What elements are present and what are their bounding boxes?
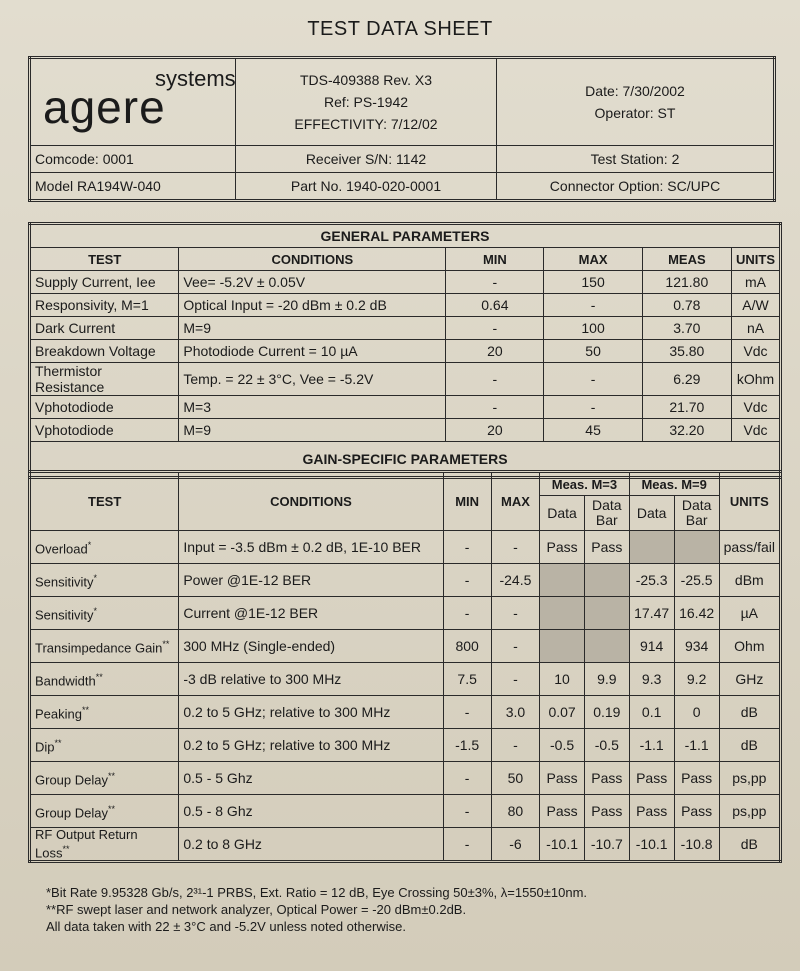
gain-meas-b3: -0.5 (584, 729, 629, 762)
comcode: Comcode: 0001 (30, 146, 236, 173)
m3-databar-head: Data Bar (584, 496, 629, 531)
gain-min: - (443, 564, 491, 597)
gain-meas-b3: -10.7 (584, 828, 629, 862)
gain-meas-d3: 10 (540, 663, 585, 696)
general-row (30, 271, 781, 294)
gain-units: GHz (719, 663, 780, 696)
gain-test-label: Dip (35, 739, 55, 755)
min-value: - (446, 317, 544, 340)
gain-test-label: Overload (35, 541, 88, 557)
test-conditions: Vee= -5.2V ± 0.05V (179, 271, 446, 294)
gain-meas-b3 (584, 564, 629, 597)
test-name: Dark Current (30, 317, 179, 340)
gain-test-name (30, 630, 179, 663)
gain-meas-d9: 9.3 (629, 663, 674, 696)
max-value: 150 (544, 271, 642, 294)
gain-col-meas-m9: Meas. M=9 (629, 472, 719, 496)
units-value: Vdc (732, 396, 781, 419)
gain-test-name (30, 828, 179, 862)
col-min: MIN (446, 248, 544, 271)
m9-databar-head: Data Bar (674, 496, 719, 531)
general-row (30, 317, 781, 340)
units-value: A/W (732, 294, 781, 317)
gain-conditions: Current @1E-12 BER (179, 597, 443, 630)
gain-max: 50 (491, 762, 540, 795)
footnote-mark: ** (107, 770, 115, 781)
footnote-mark: ** (54, 737, 62, 748)
date: Date: 7/30/2002 (585, 83, 685, 99)
gain-max: - (491, 729, 540, 762)
page-title: TEST DATA SHEET (307, 18, 493, 40)
min-value: 20 (446, 419, 544, 442)
gain-parameters-table (28, 470, 782, 863)
logo-word: agere (43, 81, 166, 133)
gain-min: -1.5 (443, 729, 491, 762)
min-value: - (446, 363, 544, 396)
gain-meas-b9: Pass (674, 762, 719, 795)
gain-max: -6 (491, 828, 540, 862)
meas-value: 121.80 (642, 271, 731, 294)
gain-meas-d3: -0.5 (540, 729, 585, 762)
gain-meas-b3: Pass (584, 762, 629, 795)
gain-conditions: 0.2 to 5 GHz; relative to 300 MHz (179, 696, 443, 729)
footnote-mark: * (93, 572, 98, 583)
gain-meas-d9: 17.47 (629, 597, 674, 630)
gain-meas-b9: 9.2 (674, 663, 719, 696)
gain-min: - (443, 696, 491, 729)
test-name: Responsivity, M=1 (30, 294, 179, 317)
max-value: 50 (544, 340, 642, 363)
gain-conditions: 0.5 - 5 Ghz (179, 762, 443, 795)
test-name: Supply Current, Iee (30, 271, 179, 294)
min-value: 0.64 (446, 294, 544, 317)
gain-conditions: Input = -3.5 dBm ± 0.2 dB, 1E-10 BER (179, 531, 443, 564)
gain-max: -24.5 (491, 564, 540, 597)
gain-conditions: 300 MHz (Single-ended) (179, 630, 443, 663)
gain-col-max: MAX (491, 472, 540, 531)
test-conditions: Photodiode Current = 10 µA (179, 340, 446, 363)
gain-row (30, 762, 781, 795)
gain-meas-b9: 934 (674, 630, 719, 663)
gain-test-name (30, 564, 179, 597)
gain-row (30, 828, 781, 862)
footnote-mark: ** (81, 704, 89, 715)
test-conditions: M=9 (179, 317, 446, 340)
gain-meas-d3: 0.07 (540, 696, 585, 729)
gain-meas-b3: Pass (584, 531, 629, 564)
gain-min: 800 (443, 630, 491, 663)
meas-value: 35.80 (642, 340, 731, 363)
gain-meas-d9: -1.1 (629, 729, 674, 762)
general-row (30, 294, 781, 317)
gain-meas-d3 (540, 597, 585, 630)
gain-meas-d9: Pass (629, 795, 674, 828)
gain-row (30, 795, 781, 828)
gain-meas-b3: 0.19 (584, 696, 629, 729)
gain-test-name (30, 531, 179, 564)
gain-min: - (443, 762, 491, 795)
general-section-title: GENERAL PARAMETERS (30, 224, 781, 248)
gain-meas-d9: -25.3 (629, 564, 674, 597)
gain-meas-d3: Pass (540, 795, 585, 828)
gain-meas-d3: Pass (540, 762, 585, 795)
agere-logo (35, 62, 236, 142)
gain-col-test: TEST (30, 472, 179, 531)
gain-meas-b9: -10.8 (674, 828, 719, 862)
gain-test-label: RF Output Return Loss (35, 827, 138, 861)
gain-units: ps,pp (719, 762, 780, 795)
gain-test-label: Peaking (35, 706, 82, 722)
test-conditions: Temp. = 22 ± 3°C, Vee = -5.2V (179, 363, 446, 396)
gain-row (30, 564, 781, 597)
gain-row (30, 531, 781, 564)
gain-col-conditions: CONDITIONS (179, 472, 443, 531)
logo-sub: systems (155, 66, 236, 91)
footnote-mark: ** (162, 638, 170, 649)
col-meas: MEAS (642, 248, 731, 271)
logo-cell (30, 58, 236, 146)
gain-max: - (491, 630, 540, 663)
receiver-sn: Receiver S/N: 1142 (236, 146, 497, 173)
operator: Operator: ST (594, 105, 676, 121)
meas-value: 0.78 (642, 294, 731, 317)
units-value: Vdc (732, 340, 781, 363)
meas-value: 6.29 (642, 363, 731, 396)
gain-section-title: GAIN-SPECIFIC PARAMETERS (30, 442, 781, 478)
gain-min: - (443, 597, 491, 630)
general-parameters-table (28, 222, 782, 479)
gain-meas-d9: 0.1 (629, 696, 674, 729)
gain-test-label: Sensitivity (35, 607, 94, 623)
gain-units: dB (719, 696, 780, 729)
max-value: - (544, 294, 642, 317)
units-value: kOhm (732, 363, 781, 396)
test-conditions: Optical Input = -20 dBm ± 0.2 dB (179, 294, 446, 317)
gain-meas-d9: Pass (629, 762, 674, 795)
gain-units: Ohm (719, 630, 780, 663)
effectivity: EFFECTIVITY: 7/12/02 (294, 116, 438, 132)
gain-meas-b9: 16.42 (674, 597, 719, 630)
gain-row (30, 696, 781, 729)
footnote-2: **RF swept laser and network analyzer, Optical Power = -20 dBm±0.2dB. (46, 902, 467, 917)
gain-conditions: -3 dB relative to 300 MHz (179, 663, 443, 696)
test-name: Vphotodiode (30, 396, 179, 419)
gain-row (30, 630, 781, 663)
gain-max: - (491, 663, 540, 696)
gain-max: - (491, 531, 540, 564)
ref: Ref: PS-1942 (323, 94, 409, 110)
gain-units: ps,pp (719, 795, 780, 828)
gain-conditions: Power @1E-12 BER (179, 564, 443, 597)
gain-units: dB (719, 729, 780, 762)
doc-id: TDS-409388 Rev. X3 (299, 72, 433, 88)
gain-min: - (443, 828, 491, 862)
general-row (30, 396, 781, 419)
gain-meas-d3 (540, 630, 585, 663)
doc-info-cell (236, 58, 497, 146)
connector-option: Connector Option: SC/UPC (497, 173, 775, 201)
gain-meas-d9 (629, 531, 674, 564)
gain-conditions: 0.2 to 8 GHz (179, 828, 443, 862)
gain-units: pass/fail (719, 531, 780, 564)
general-row (30, 340, 781, 363)
col-conditions: CONDITIONS (179, 248, 446, 271)
footnote-3: All data taken with 22 ± 3°C and -5.2V unless noted otherwise. (46, 919, 406, 934)
gain-units: µA (719, 597, 780, 630)
gain-test-name (30, 762, 179, 795)
gain-max: 3.0 (491, 696, 540, 729)
gain-col-meas-m3: Meas. M=3 (540, 472, 630, 496)
gain-meas-b3: 9.9 (584, 663, 629, 696)
gain-col-units: UNITS (719, 472, 780, 531)
max-value: 100 (544, 317, 642, 340)
part-no: Part No. 1940-020-0001 (236, 173, 497, 201)
footnote-mark: ** (95, 671, 103, 682)
meas-value: 3.70 (642, 317, 731, 340)
units-value: nA (732, 317, 781, 340)
units-value: mA (732, 271, 781, 294)
test-name: Breakdown Voltage (30, 340, 179, 363)
test-name: Thermistor Resistance (30, 363, 179, 396)
gain-meas-d9: -10.1 (629, 828, 674, 862)
model: Model RA194W-040 (30, 173, 236, 201)
footnote-mark: * (93, 605, 98, 616)
general-row (30, 363, 781, 396)
max-value: - (544, 396, 642, 419)
units-value: Vdc (732, 419, 781, 442)
footnote-1: *Bit Rate 9.95328 Gb/s, 2³¹-1 PRBS, Ext. Ratio = 12 dB, Eye Crossing 50±3%, λ=1550±10nm. (46, 885, 588, 900)
gain-meas-d3 (540, 564, 585, 597)
gain-col-min: MIN (443, 472, 491, 531)
gain-meas-b9: 0 (674, 696, 719, 729)
footnotes (46, 884, 587, 935)
gain-meas-b3 (584, 597, 629, 630)
col-units: UNITS (732, 248, 781, 271)
m9-data-head: Data (629, 496, 674, 531)
gain-max: 80 (491, 795, 540, 828)
gain-test-name (30, 729, 179, 762)
footnote-mark: ** (107, 803, 115, 814)
gain-meas-b9: -25.5 (674, 564, 719, 597)
gain-row (30, 597, 781, 630)
header-box (28, 56, 776, 202)
date-operator-cell (497, 58, 775, 146)
max-value: - (544, 363, 642, 396)
col-max: MAX (544, 248, 642, 271)
gain-test-label: Sensitivity (35, 574, 94, 590)
gain-units: dBm (719, 564, 780, 597)
gain-row (30, 729, 781, 762)
gain-meas-b9: -1.1 (674, 729, 719, 762)
min-value: 20 (446, 340, 544, 363)
meas-value: 32.20 (642, 419, 731, 442)
gain-test-label: Transimpedance Gain (35, 640, 163, 656)
gain-meas-b9: Pass (674, 795, 719, 828)
gain-max: - (491, 597, 540, 630)
gain-test-label: Bandwidth (35, 673, 96, 689)
general-row (30, 419, 781, 442)
gain-row (30, 663, 781, 696)
gain-meas-d3: -10.1 (540, 828, 585, 862)
gain-min: - (443, 531, 491, 564)
gain-meas-b3 (584, 630, 629, 663)
test-conditions: M=3 (179, 396, 446, 419)
gain-meas-d3: Pass (540, 531, 585, 564)
footnote-mark: ** (62, 844, 70, 854)
gain-min: - (443, 795, 491, 828)
col-test: TEST (30, 248, 179, 271)
gain-units: dB (719, 828, 780, 862)
gain-test-name (30, 663, 179, 696)
gain-conditions: 0.2 to 5 GHz; relative to 300 MHz (179, 729, 443, 762)
gain-min: 7.5 (443, 663, 491, 696)
test-station: Test Station: 2 (497, 146, 775, 173)
test-conditions: M=9 (179, 419, 446, 442)
min-value: - (446, 396, 544, 419)
min-value: - (446, 271, 544, 294)
test-name: Vphotodiode (30, 419, 179, 442)
gain-test-label: Group Delay (35, 772, 108, 788)
gain-meas-d9: 914 (629, 630, 674, 663)
m3-data-head: Data (540, 496, 585, 531)
footnote-mark: * (87, 539, 92, 550)
gain-meas-b9 (674, 531, 719, 564)
gain-test-name (30, 597, 179, 630)
gain-test-name (30, 795, 179, 828)
meas-value: 21.70 (642, 396, 731, 419)
gain-test-label: Group Delay (35, 805, 108, 821)
gain-meas-b3: Pass (584, 795, 629, 828)
gain-conditions: 0.5 - 8 Ghz (179, 795, 443, 828)
max-value: 45 (544, 419, 642, 442)
gain-test-name (30, 696, 179, 729)
